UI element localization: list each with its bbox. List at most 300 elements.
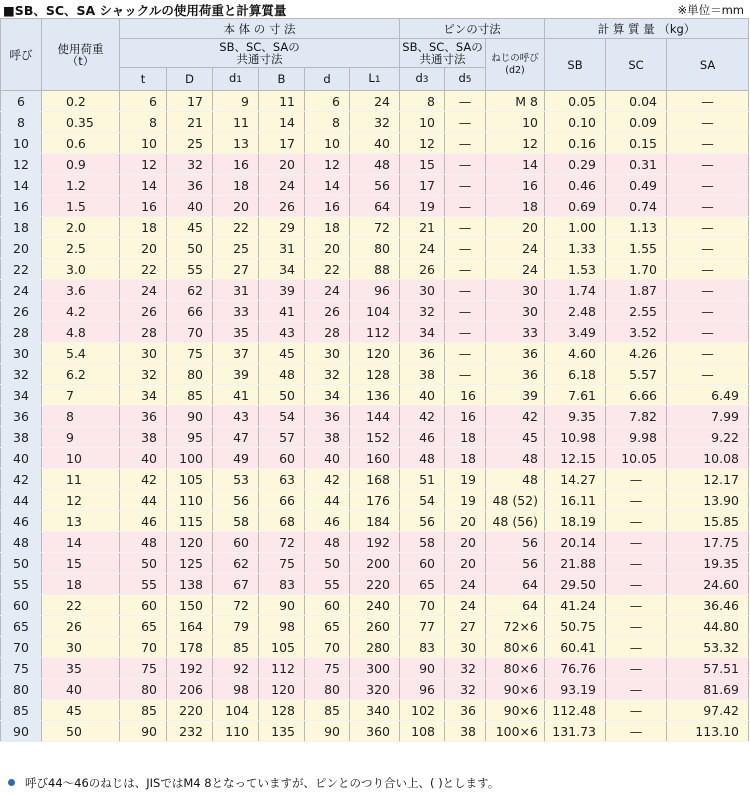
cell-d: 18 — [305, 217, 350, 238]
cell-thread: 64 — [486, 574, 545, 595]
cell-d: 6 — [305, 91, 350, 112]
cell-d: 75 — [305, 658, 350, 679]
cell-mass-sa: — — [667, 322, 749, 343]
cell-d: 8 — [305, 112, 350, 133]
cell-d: 12 — [305, 154, 350, 175]
header-d3-sub: 3 — [422, 75, 429, 85]
header-d1-main: d — [228, 71, 237, 85]
cell-thread: 30 — [486, 301, 545, 322]
cell-t: 36 — [120, 406, 167, 427]
cell-nominal: 48 — [1, 532, 42, 553]
cell-mass-sa: — — [667, 217, 749, 238]
cell-mass-sb: 93.19 — [545, 679, 606, 700]
cell-d5: — — [445, 217, 486, 238]
cell-mass-sa: — — [667, 133, 749, 154]
cell-L1: 360 — [350, 721, 400, 742]
cell-thread: 56 — [486, 553, 545, 574]
cell-D: 62 — [167, 280, 213, 301]
cell-d5: — — [445, 91, 486, 112]
cell-B: 24 — [259, 175, 305, 196]
cell-D: 32 — [167, 154, 213, 175]
table-row — [1, 616, 749, 637]
cell-t: 34 — [120, 385, 167, 406]
cell-mass-sb: 1.74 — [545, 280, 606, 301]
cell-mass-sb: 0.05 — [545, 91, 606, 112]
cell-thread: 24 — [486, 238, 545, 259]
cell-mass-sc: — — [606, 721, 667, 742]
cell-L1: 64 — [350, 196, 400, 217]
cell-B: 39 — [259, 280, 305, 301]
cell-thread: 80×6 — [486, 658, 545, 679]
cell-L1: 144 — [350, 406, 400, 427]
cell-D: 120 — [167, 532, 213, 553]
cell-D: 95 — [167, 427, 213, 448]
cell-d3: 58 — [400, 532, 445, 553]
cell-t: 90 — [120, 721, 167, 742]
cell-nominal: 32 — [1, 364, 42, 385]
cell-B: 48 — [259, 364, 305, 385]
table-row — [1, 385, 749, 406]
cell-mass-sc: 1.55 — [606, 238, 667, 259]
header-thread-line2: (d2) — [505, 64, 525, 76]
title-bar — [0, 0, 750, 18]
cell-d3: 77 — [400, 616, 445, 637]
cell-load: 3.0 — [42, 259, 120, 280]
cell-mass-sc: 6.66 — [606, 385, 667, 406]
header-t: t — [120, 68, 167, 91]
cell-d: 80 — [305, 679, 350, 700]
cell-load: 2.0 — [42, 217, 120, 238]
cell-thread: 90×6 — [486, 679, 545, 700]
cell-mass-sc: — — [606, 637, 667, 658]
cell-d1: 16 — [213, 154, 259, 175]
cell-d5: 30 — [445, 637, 486, 658]
cell-nominal: 20 — [1, 238, 42, 259]
header-thread-line1: ねじの呼び — [491, 52, 539, 64]
cell-D: 80 — [167, 364, 213, 385]
cell-mass-sb: 12.15 — [545, 448, 606, 469]
cell-D: 90 — [167, 406, 213, 427]
cell-nominal: 42 — [1, 469, 42, 490]
table-row — [1, 679, 749, 700]
cell-B: 72 — [259, 532, 305, 553]
cell-d5: — — [445, 175, 486, 196]
header-d1-sub: 1 — [236, 75, 243, 85]
cell-t: 12 — [120, 154, 167, 175]
cell-d5: 19 — [445, 469, 486, 490]
cell-thread: 64 — [486, 595, 545, 616]
cell-thread: 10 — [486, 112, 545, 133]
cell-d: 30 — [305, 343, 350, 364]
table-row — [1, 280, 749, 301]
cell-d3: 102 — [400, 700, 445, 721]
cell-mass-sa: 10.08 — [667, 448, 749, 469]
table-row — [1, 532, 749, 553]
cell-d3: 10 — [400, 112, 445, 133]
cell-d3: 30 — [400, 280, 445, 301]
cell-d: 14 — [305, 175, 350, 196]
cell-nominal: 30 — [1, 343, 42, 364]
cell-nominal: 70 — [1, 637, 42, 658]
cell-t: 22 — [120, 259, 167, 280]
cell-B: 135 — [259, 721, 305, 742]
cell-d1: 41 — [213, 385, 259, 406]
cell-mass-sa: 44.80 — [667, 616, 749, 637]
cell-d3: 26 — [400, 259, 445, 280]
cell-t: 42 — [120, 469, 167, 490]
cell-nominal: 75 — [1, 658, 42, 679]
cell-load: 6.2 — [42, 364, 120, 385]
cell-thread: 20 — [486, 217, 545, 238]
cell-d3: 12 — [400, 133, 445, 154]
cell-mass-sb: 0.10 — [545, 112, 606, 133]
cell-B: 34 — [259, 259, 305, 280]
cell-t: 46 — [120, 511, 167, 532]
cell-t: 44 — [120, 490, 167, 511]
cell-d5: 36 — [445, 700, 486, 721]
cell-nominal: 18 — [1, 217, 42, 238]
cell-thread: 36 — [486, 343, 545, 364]
header-L1-main: L — [368, 71, 375, 85]
cell-L1: 200 — [350, 553, 400, 574]
cell-d1: 20 — [213, 196, 259, 217]
cell-d5: 18 — [445, 427, 486, 448]
header-sa: SA — [667, 39, 749, 91]
cell-thread: 39 — [486, 385, 545, 406]
cell-d5: 27 — [445, 616, 486, 637]
cell-d: 36 — [305, 406, 350, 427]
cell-d: 50 — [305, 553, 350, 574]
cell-D: 206 — [167, 679, 213, 700]
header-d: d — [305, 68, 350, 91]
cell-mass-sa: 53.32 — [667, 637, 749, 658]
cell-d5: — — [445, 133, 486, 154]
header-L1 — [350, 68, 400, 91]
cell-thread: M 8 — [486, 91, 545, 112]
cell-B: 50 — [259, 385, 305, 406]
cell-load: 3.6 — [42, 280, 120, 301]
cell-mass-sa: — — [667, 175, 749, 196]
cell-d: 44 — [305, 490, 350, 511]
table-row — [1, 238, 749, 259]
cell-d: 60 — [305, 595, 350, 616]
cell-t: 80 — [120, 679, 167, 700]
cell-B: 90 — [259, 595, 305, 616]
cell-d: 32 — [305, 364, 350, 385]
cell-d1: 18 — [213, 175, 259, 196]
cell-d: 65 — [305, 616, 350, 637]
cell-D: 36 — [167, 175, 213, 196]
cell-mass-sc: — — [606, 469, 667, 490]
cell-nominal: 28 — [1, 322, 42, 343]
cell-L1: 120 — [350, 343, 400, 364]
cell-mass-sb: 1.00 — [545, 217, 606, 238]
header-pin-common-line2: 共通寸法 — [419, 52, 466, 66]
table-row — [1, 301, 749, 322]
table-row — [1, 154, 749, 175]
cell-d3: 54 — [400, 490, 445, 511]
cell-t: 26 — [120, 301, 167, 322]
cell-d1: 72 — [213, 595, 259, 616]
cell-t: 75 — [120, 658, 167, 679]
cell-nominal: 90 — [1, 721, 42, 742]
cell-L1: 192 — [350, 532, 400, 553]
cell-d5: 24 — [445, 595, 486, 616]
cell-mass-sc: 1.13 — [606, 217, 667, 238]
cell-mass-sa: 15.85 — [667, 511, 749, 532]
cell-d: 38 — [305, 427, 350, 448]
cell-L1: 88 — [350, 259, 400, 280]
cell-load: 1.2 — [42, 175, 120, 196]
cell-D: 66 — [167, 301, 213, 322]
cell-d1: 62 — [213, 553, 259, 574]
table-row — [1, 511, 749, 532]
cell-load: 2.5 — [42, 238, 120, 259]
cell-mass-sb: 0.16 — [545, 133, 606, 154]
cell-nominal: 80 — [1, 679, 42, 700]
cell-load: 0.9 — [42, 154, 120, 175]
cell-mass-sc: 9.98 — [606, 427, 667, 448]
cell-d1: 58 — [213, 511, 259, 532]
cell-d: 70 — [305, 637, 350, 658]
cell-d5: — — [445, 322, 486, 343]
cell-load: 15 — [42, 553, 120, 574]
cell-d5: 32 — [445, 679, 486, 700]
cell-L1: 96 — [350, 280, 400, 301]
cell-d3: 65 — [400, 574, 445, 595]
cell-mass-sb: 131.73 — [545, 721, 606, 742]
cell-t: 14 — [120, 175, 167, 196]
cell-D: 164 — [167, 616, 213, 637]
cell-t: 30 — [120, 343, 167, 364]
cell-mass-sc: 7.82 — [606, 406, 667, 427]
cell-d: 48 — [305, 532, 350, 553]
cell-mass-sc: 0.49 — [606, 175, 667, 196]
cell-D: 150 — [167, 595, 213, 616]
cell-thread: 30 — [486, 280, 545, 301]
cell-mass-sb: 76.76 — [545, 658, 606, 679]
table-row — [1, 658, 749, 679]
cell-D: 75 — [167, 343, 213, 364]
cell-load: 4.8 — [42, 322, 120, 343]
cell-d1: 79 — [213, 616, 259, 637]
table-body — [1, 91, 749, 742]
cell-thread: 72×6 — [486, 616, 545, 637]
header-body-common-line2: 共通寸法 — [236, 52, 283, 66]
cell-mass-sa: 9.22 — [667, 427, 749, 448]
cell-L1: 220 — [350, 574, 400, 595]
cell-d5: 16 — [445, 406, 486, 427]
cell-load: 45 — [42, 700, 120, 721]
cell-load: 0.35 — [42, 112, 120, 133]
cell-mass-sc: 0.15 — [606, 133, 667, 154]
cell-d1: 11 — [213, 112, 259, 133]
header-sc: SC — [606, 39, 667, 91]
header-body-common-line1: SB、SC、SAの — [219, 40, 300, 54]
header-d3 — [400, 68, 445, 91]
cell-d1: 9 — [213, 91, 259, 112]
cell-mass-sa: 7.99 — [667, 406, 749, 427]
cell-d3: 36 — [400, 343, 445, 364]
cell-mass-sb: 9.35 — [545, 406, 606, 427]
cell-L1: 72 — [350, 217, 400, 238]
header-pin-common-line1: SB、SC、SAの — [402, 40, 483, 54]
cell-nominal: 85 — [1, 700, 42, 721]
cell-load: 4.2 — [42, 301, 120, 322]
cell-d5: 24 — [445, 574, 486, 595]
cell-d: 26 — [305, 301, 350, 322]
cell-D: 25 — [167, 133, 213, 154]
cell-L1: 40 — [350, 133, 400, 154]
cell-nominal: 34 — [1, 385, 42, 406]
cell-d3: 21 — [400, 217, 445, 238]
cell-load: 8 — [42, 406, 120, 427]
cell-mass-sc: 3.52 — [606, 322, 667, 343]
cell-d1: 67 — [213, 574, 259, 595]
cell-d3: 15 — [400, 154, 445, 175]
cell-thread: 36 — [486, 364, 545, 385]
cell-nominal: 44 — [1, 490, 42, 511]
cell-d3: 8 — [400, 91, 445, 112]
table-row — [1, 322, 749, 343]
cell-L1: 176 — [350, 490, 400, 511]
cell-mass-sb: 6.18 — [545, 364, 606, 385]
cell-d3: 56 — [400, 511, 445, 532]
cell-L1: 32 — [350, 112, 400, 133]
cell-mass-sc: — — [606, 511, 667, 532]
cell-d1: 47 — [213, 427, 259, 448]
cell-d: 34 — [305, 385, 350, 406]
table-row — [1, 112, 749, 133]
cell-d5: 18 — [445, 448, 486, 469]
cell-d: 46 — [305, 511, 350, 532]
header-mass: 計 算 質 量 （kg） — [545, 19, 749, 39]
cell-mass-sa: 17.75 — [667, 532, 749, 553]
cell-t: 60 — [120, 595, 167, 616]
cell-mass-sb: 1.53 — [545, 259, 606, 280]
cell-d3: 42 — [400, 406, 445, 427]
cell-d5: 32 — [445, 658, 486, 679]
table-row — [1, 343, 749, 364]
header-load-label: 使用荷重 — [57, 41, 104, 56]
cell-t: 16 — [120, 196, 167, 217]
cell-d3: 32 — [400, 301, 445, 322]
cell-t: 20 — [120, 238, 167, 259]
cell-d5: 20 — [445, 553, 486, 574]
header-pin-common — [400, 39, 486, 68]
cell-d1: 43 — [213, 406, 259, 427]
cell-B: 17 — [259, 133, 305, 154]
cell-d: 85 — [305, 700, 350, 721]
table-row — [1, 448, 749, 469]
cell-L1: 56 — [350, 175, 400, 196]
cell-D: 220 — [167, 700, 213, 721]
cell-mass-sb: 41.24 — [545, 595, 606, 616]
table-row — [1, 196, 749, 217]
cell-mass-sc: 10.05 — [606, 448, 667, 469]
cell-d3: 51 — [400, 469, 445, 490]
cell-d5: — — [445, 364, 486, 385]
cell-d3: 46 — [400, 427, 445, 448]
cell-mass-sb: 3.49 — [545, 322, 606, 343]
cell-nominal: 8 — [1, 112, 42, 133]
cell-D: 138 — [167, 574, 213, 595]
cell-mass-sb: 10.98 — [545, 427, 606, 448]
cell-nominal: 14 — [1, 175, 42, 196]
cell-d: 42 — [305, 469, 350, 490]
cell-nominal: 22 — [1, 259, 42, 280]
cell-mass-sa: 113.10 — [667, 721, 749, 742]
cell-mass-sa: — — [667, 364, 749, 385]
footnote-text: 呼び44～46のねじは、JISではM4 8となっていますが、ピンとのつり合い上、( )とします。 — [25, 776, 500, 790]
cell-D: 17 — [167, 91, 213, 112]
cell-L1: 152 — [350, 427, 400, 448]
cell-d5: 20 — [445, 511, 486, 532]
cell-B: 128 — [259, 700, 305, 721]
table-row — [1, 721, 749, 742]
cell-nominal: 24 — [1, 280, 42, 301]
cell-mass-sc: — — [606, 574, 667, 595]
cell-B: 11 — [259, 91, 305, 112]
cell-mass-sa: 19.35 — [667, 553, 749, 574]
header-B: B — [259, 68, 305, 91]
table-row — [1, 574, 749, 595]
cell-nominal: 65 — [1, 616, 42, 637]
cell-L1: 128 — [350, 364, 400, 385]
cell-d1: 37 — [213, 343, 259, 364]
cell-mass-sa: 81.69 — [667, 679, 749, 700]
cell-mass-sa: — — [667, 112, 749, 133]
cell-load: 5.4 — [42, 343, 120, 364]
cell-thread: 14 — [486, 154, 545, 175]
cell-d3: 34 — [400, 322, 445, 343]
cell-L1: 80 — [350, 238, 400, 259]
cell-D: 105 — [167, 469, 213, 490]
cell-d1: 104 — [213, 700, 259, 721]
cell-L1: 24 — [350, 91, 400, 112]
cell-load: 1.5 — [42, 196, 120, 217]
table-row — [1, 133, 749, 154]
cell-t: 18 — [120, 217, 167, 238]
cell-L1: 136 — [350, 385, 400, 406]
cell-mass-sb: 16.11 — [545, 490, 606, 511]
cell-nominal: 12 — [1, 154, 42, 175]
table-row — [1, 469, 749, 490]
cell-mass-sc: 0.74 — [606, 196, 667, 217]
cell-t: 32 — [120, 364, 167, 385]
cell-thread: 12 — [486, 133, 545, 154]
cell-L1: 240 — [350, 595, 400, 616]
cell-mass-sa: — — [667, 91, 749, 112]
cell-mass-sa: — — [667, 238, 749, 259]
cell-load: 40 — [42, 679, 120, 700]
cell-mass-sa: 24.60 — [667, 574, 749, 595]
cell-d1: 110 — [213, 721, 259, 742]
cell-D: 100 — [167, 448, 213, 469]
cell-d5: — — [445, 280, 486, 301]
cell-mass-sa: 12.17 — [667, 469, 749, 490]
cell-d3: 38 — [400, 364, 445, 385]
cell-mass-sc: 4.26 — [606, 343, 667, 364]
cell-mass-sc: 2.55 — [606, 301, 667, 322]
cell-L1: 104 — [350, 301, 400, 322]
cell-d1: 60 — [213, 532, 259, 553]
cell-mass-sa: — — [667, 259, 749, 280]
cell-B: 66 — [259, 490, 305, 511]
cell-load: 13 — [42, 511, 120, 532]
cell-d1: 35 — [213, 322, 259, 343]
cell-B: 14 — [259, 112, 305, 133]
